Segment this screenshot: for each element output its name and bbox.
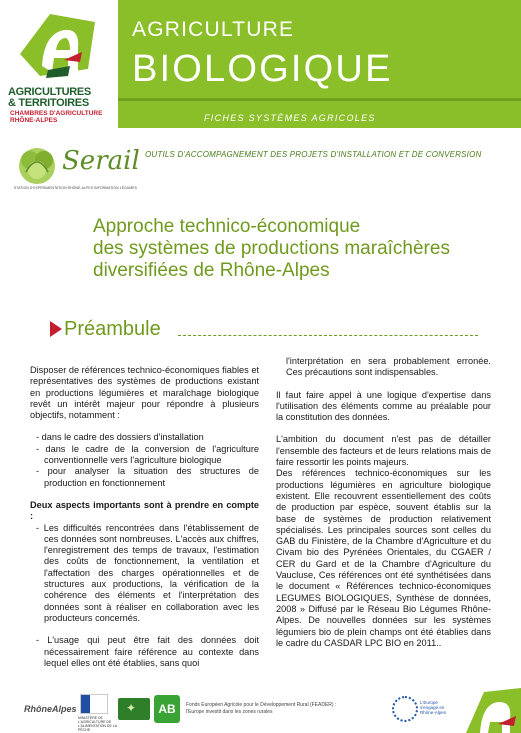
intro-paragraph: Disposer de références technico-économiques fiables et représentatives des systèmes de productions existant en productions légumières et maraîchage biologique revêt un intérêt majeur pour répondre à plusieurs objectifs, notamment : — [30, 365, 259, 421]
chambres-agriculture-logo — [0, 0, 118, 122]
serail-name: Serail — [62, 146, 140, 176]
section-arrow-icon — [50, 321, 62, 337]
section-rule — [178, 335, 478, 336]
rhone-alpes-logo: RhôneAlpes — [24, 704, 77, 714]
paragraph: Il faut faire appel à une logique d'expertise dans l'utilisation des éléments comme au préalable pour la constitution des données. — [276, 389, 491, 423]
title-line2: des systèmes de productions maraîchères — [93, 238, 450, 259]
footer-logos — [0, 686, 521, 733]
logo-line3-text: CHAMBRES D'AGRICULTURE — [10, 110, 103, 117]
chambres-agriculture-corner-icon — [460, 688, 521, 733]
subtitle-bar — [118, 110, 521, 128]
feader-line1: Fonds Européen Agricole pour le Développement Rural (FEADER) : — [186, 702, 337, 708]
header-title-line2: BIOLOGIQUE — [132, 48, 393, 90]
lettuce-icon — [14, 142, 60, 186]
paragraph: Des références technico-économiques sur les productions légumières en agriculture biologique existent. Elle recouvrent essentiellement des coûts de production par espèce, souvent établis sur la base de systèmes de production relativement spécialisés. Les principales sources sont celles du GAB du Finistère, de la Chambre d'Agriculture et du Civam bio des Pyrénées Orientales, du CGAER / CER du Gard et de la Chambre d'Agriculture du Vaucluse, Ces références ont été synthétisées dans le document « Références technico-économiques LEGUMES BIOLOGIQUES, Synthèse de données, 2008 » Diffusé par le Réseau Bio Légumes Rhône-Alpes. De nouvelles données sur les systèmes légumiers bio de plein champs ont été établies dans le cadre du CASDAR LPC BIO en 2011.. — [276, 468, 491, 648]
feader-line2: l'Europe investit dans les zones rurales — [186, 709, 273, 715]
french-flag-icon — [80, 694, 108, 714]
feader-text — [186, 702, 386, 716]
europe-text: L'Europe s'engage en Rhône-Alpes — [420, 700, 447, 715]
list-item: - Les difficultés rencontrées dans l'établissement de ces données sont nombreuses. L'accès aux chiffres, l'enregistrement des temps de travaux, l'estimation des coûts de fonctionnement, la ventilation et l'affectation des charges opérationnelles et de structures aux productions, la vérification de la cohérence des éléments et l'interprétation des données sont à réaliser en collaboration avec les producteurs concernés. — [30, 523, 259, 625]
chambres-agriculture-icon — [20, 14, 100, 84]
header-tagline: OUTILS D'ACCOMPAGNEMENT DES PROJETS D'INSTALLATION ET DE CONVERSION — [145, 150, 482, 159]
eu-organic-leaf-icon: ✦ — [118, 698, 150, 720]
aspects-heading: Deux aspects importants sont à prendre en compte : — [30, 499, 259, 522]
europe-logo — [392, 696, 447, 724]
eu-stars-icon — [392, 696, 418, 722]
document-title — [93, 216, 513, 282]
ministry-text: MINISTÈRE DE L'AGRICULTURE DE L'ALIMENTATION DE LA PÊCHE — [78, 716, 117, 732]
logo-line2: & TERRITOIRES — [8, 97, 89, 109]
title-line3: diversifiées de Rhône-Alpes — [93, 260, 330, 281]
section-header — [50, 318, 480, 344]
section-title: Préambule — [64, 318, 161, 340]
title-line1: Approche technico-économique — [93, 216, 361, 237]
logo-line4-text: RHÔNE-ALPES — [10, 117, 58, 124]
header-subtitle: FICHES SYSTÈMES AGRICOLES — [204, 113, 376, 123]
logo-line1: AGRICULTURES — [8, 86, 91, 98]
list-item: - dans le cadre de la conversion de l'agriculture conventionnelle vers l'agriculture biologique — [30, 444, 259, 467]
right-column — [276, 356, 491, 660]
objectives-list — [30, 432, 259, 488]
header-stripe — [118, 98, 521, 101]
serail-strip: STATION D'EXPÉRIMENTATION RHÔNE-ALPES INFORMATION LÉGUMES — [14, 186, 138, 190]
serail-logo — [14, 142, 144, 192]
left-column — [30, 365, 259, 669]
list-item: - pour analyser la situation des structures de production en fonctionnement — [30, 466, 259, 489]
list-item: - L'usage qui peut être fait des données doit nécessairement faire référence au contexte dans lequel elles ont été établies, sans quoi — [30, 635, 259, 669]
header-title-line1: AGRICULTURE — [132, 18, 295, 41]
list-item: - dans le cadre des dossiers d'installation — [30, 432, 259, 443]
paragraph: l'interprétation en sera probablement erronée. Ces précautions sont indispensables. — [286, 356, 491, 378]
logo-line3 — [10, 110, 102, 124]
aspects-list — [30, 523, 259, 670]
ab-logo: AB — [154, 695, 180, 723]
header-band — [118, 0, 521, 110]
paragraph: L'ambition du document n'est pas de détailler l'ensemble des facteurs et de leurs relations mais de faire ressortir les points majeurs. — [276, 434, 491, 468]
